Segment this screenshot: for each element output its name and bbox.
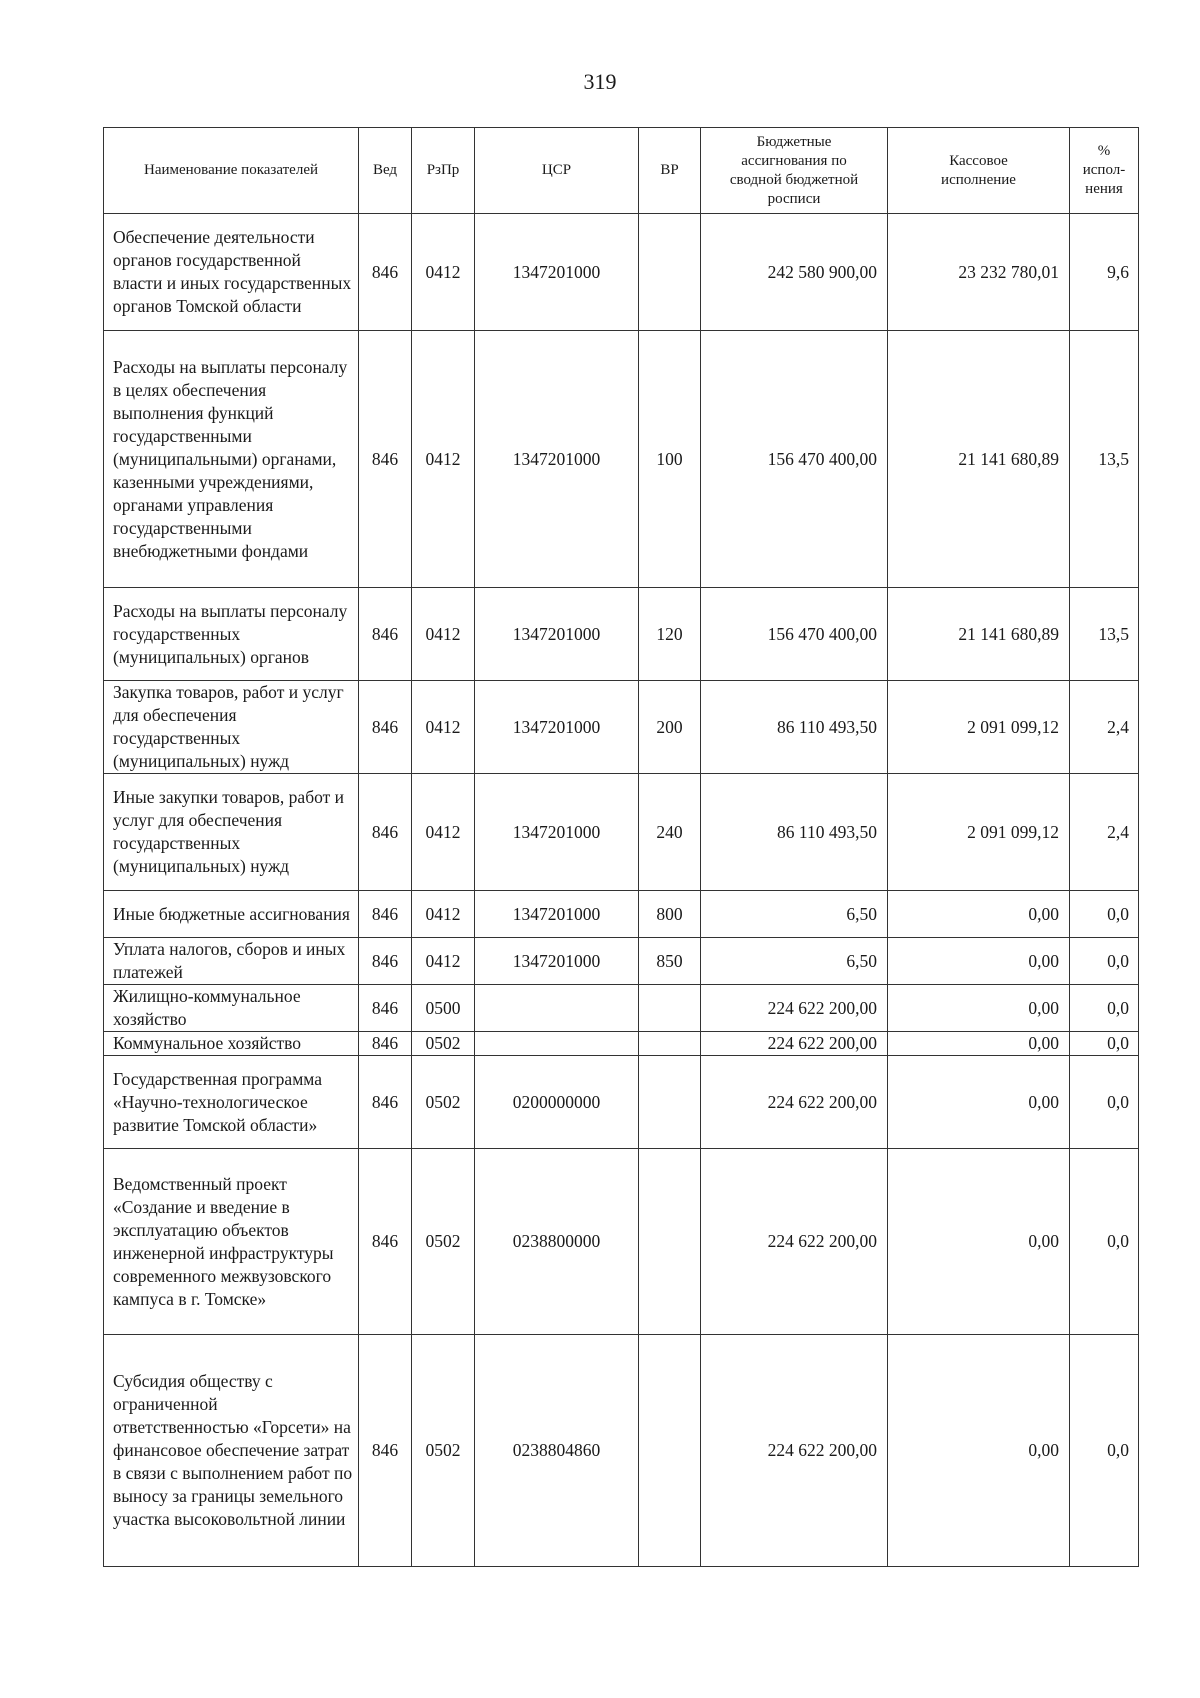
cell-rzpr: 0412: [412, 214, 475, 331]
cell-vr: [639, 1056, 701, 1149]
cell-name: Обеспечение деятельности органов государственной власти и иных государственных органов Томской области: [104, 214, 359, 331]
cell-name: Расходы на выплаты персоналу в целях обеспечения выполнения функций государственными (муниципальными) органами, казенными учреждениями, органами управления государственными внебюджетными фондами: [104, 331, 359, 588]
cell-rzpr: 0502: [412, 1335, 475, 1567]
table-row: [104, 331, 1139, 588]
cell-ved: 846: [359, 774, 412, 891]
table-row: [104, 985, 1139, 1032]
cell-rzpr: 0412: [412, 891, 475, 938]
table-row: [104, 1032, 1139, 1056]
cell-cash: 2 091 099,12: [888, 774, 1070, 891]
header-ved: Вед: [359, 128, 412, 214]
cell-rzpr: 0412: [412, 588, 475, 681]
cell-percent: 0,0: [1070, 938, 1139, 985]
table-row: [104, 214, 1139, 331]
cell-rzpr: 0412: [412, 331, 475, 588]
table-row: [104, 774, 1139, 891]
table-row: [104, 1056, 1139, 1149]
cell-vr: 200: [639, 681, 701, 774]
table-header: [104, 128, 1139, 214]
cell-csr: 1347201000: [475, 774, 639, 891]
cell-name: Жилищно-коммунальное хозяйство: [104, 985, 359, 1032]
cell-budget: 86 110 493,50: [701, 774, 888, 891]
cell-name: Ведомственный проект «Создание и введение в эксплуатацию объектов инженерной инфраструктуры современного межвузовского кампуса в г. Томске»: [104, 1149, 359, 1335]
header-csr: ЦСР: [475, 128, 639, 214]
table-row: [104, 681, 1139, 774]
cell-budget: 242 580 900,00: [701, 214, 888, 331]
cell-name: Уплата налогов, сборов и иных платежей: [104, 938, 359, 985]
table-row: [104, 588, 1139, 681]
cell-csr: 0200000000: [475, 1056, 639, 1149]
cell-cash: 0,00: [888, 1149, 1070, 1335]
cell-vr: [639, 1032, 701, 1056]
cell-cash: 23 232 780,01: [888, 214, 1070, 331]
cell-percent: 13,5: [1070, 331, 1139, 588]
cell-ved: 846: [359, 1335, 412, 1567]
cell-vr: 850: [639, 938, 701, 985]
cell-csr: 1347201000: [475, 214, 639, 331]
cell-vr: [639, 214, 701, 331]
cell-budget: 224 622 200,00: [701, 1056, 888, 1149]
cell-percent: 2,4: [1070, 681, 1139, 774]
table-row: [104, 891, 1139, 938]
cell-vr: 800: [639, 891, 701, 938]
cell-name: Субсидия обществу с ограниченной ответственностью «Горсети» на финансовое обеспечение затрат в связи с выполнением работ по выносу за границы земельного участка высоковольтной линии: [104, 1335, 359, 1567]
header-vr: ВР: [639, 128, 701, 214]
cell-ved: 846: [359, 588, 412, 681]
cell-budget: 224 622 200,00: [701, 985, 888, 1032]
cell-percent: 0,0: [1070, 1056, 1139, 1149]
cell-percent: 13,5: [1070, 588, 1139, 681]
cell-ved: 846: [359, 985, 412, 1032]
cell-ved: 846: [359, 681, 412, 774]
cell-csr: [475, 1032, 639, 1056]
cell-csr: 0238804860: [475, 1335, 639, 1567]
cell-rzpr: 0500: [412, 985, 475, 1032]
cell-budget: 86 110 493,50: [701, 681, 888, 774]
cell-vr: [639, 1335, 701, 1567]
cell-rzpr: 0502: [412, 1056, 475, 1149]
header-rzpr: РзПр: [412, 128, 475, 214]
cell-csr: 1347201000: [475, 331, 639, 588]
table-row: [104, 1335, 1139, 1567]
cell-cash: 2 091 099,12: [888, 681, 1070, 774]
cell-budget: 156 470 400,00: [701, 588, 888, 681]
cell-ved: 846: [359, 1032, 412, 1056]
cell-cash: 0,00: [888, 938, 1070, 985]
cell-ved: 846: [359, 1056, 412, 1149]
cell-name: Расходы на выплаты персоналу государственных (муниципальных) органов: [104, 588, 359, 681]
budget-execution-table: [103, 127, 1139, 1567]
table-row: [104, 938, 1139, 985]
page-number: 319: [583, 69, 617, 94]
cell-percent: 2,4: [1070, 774, 1139, 891]
header-percent: % испол-нения: [1070, 128, 1139, 214]
cell-budget: 156 470 400,00: [701, 331, 888, 588]
cell-csr: [475, 985, 639, 1032]
cell-vr: [639, 985, 701, 1032]
cell-percent: 0,0: [1070, 1335, 1139, 1567]
cell-budget: 224 622 200,00: [701, 1149, 888, 1335]
cell-name: Иные бюджетные ассигнования: [104, 891, 359, 938]
cell-percent: 0,0: [1070, 1149, 1139, 1335]
cell-vr: 120: [639, 588, 701, 681]
table-row: [104, 1149, 1139, 1335]
cell-cash: 0,00: [888, 1032, 1070, 1056]
header-row: [104, 128, 1139, 214]
cell-ved: 846: [359, 331, 412, 588]
cell-cash: 0,00: [888, 985, 1070, 1032]
cell-percent: 0,0: [1070, 985, 1139, 1032]
cell-rzpr: 0502: [412, 1032, 475, 1056]
table-body: [104, 214, 1139, 1567]
cell-percent: 9,6: [1070, 214, 1139, 331]
cell-percent: 0,0: [1070, 891, 1139, 938]
cell-vr: 240: [639, 774, 701, 891]
cell-cash: 0,00: [888, 891, 1070, 938]
cell-cash: 0,00: [888, 1056, 1070, 1149]
cell-cash: 21 141 680,89: [888, 588, 1070, 681]
cell-rzpr: 0412: [412, 774, 475, 891]
cell-cash: 0,00: [888, 1335, 1070, 1567]
cell-name: Иные закупки товаров, работ и услуг для обеспечения государственных (муниципальных) нужд: [104, 774, 359, 891]
cell-csr: 1347201000: [475, 938, 639, 985]
cell-name: Государственная программа «Научно-технологическое развитие Томской области»: [104, 1056, 359, 1149]
cell-budget: 224 622 200,00: [701, 1032, 888, 1056]
cell-ved: 846: [359, 214, 412, 331]
header-budget: Бюджетные ассигнования по сводной бюджетной росписи: [701, 128, 888, 214]
cell-ved: 846: [359, 938, 412, 985]
cell-rzpr: 0502: [412, 1149, 475, 1335]
cell-vr: [639, 1149, 701, 1335]
cell-csr: 1347201000: [475, 588, 639, 681]
cell-budget: 6,50: [701, 891, 888, 938]
cell-vr: 100: [639, 331, 701, 588]
cell-csr: 1347201000: [475, 891, 639, 938]
cell-ved: 846: [359, 891, 412, 938]
cell-budget: 224 622 200,00: [701, 1335, 888, 1567]
header-cash: Кассовое исполнение: [888, 128, 1070, 214]
cell-percent: 0,0: [1070, 1032, 1139, 1056]
cell-name: Закупка товаров, работ и услуг для обеспечения государственных (муниципальных) нужд: [104, 681, 359, 774]
cell-rzpr: 0412: [412, 681, 475, 774]
cell-rzpr: 0412: [412, 938, 475, 985]
cell-csr: 0238800000: [475, 1149, 639, 1335]
cell-ved: 846: [359, 1149, 412, 1335]
cell-csr: 1347201000: [475, 681, 639, 774]
cell-budget: 6,50: [701, 938, 888, 985]
header-name: Наименование показателей: [104, 128, 359, 214]
cell-cash: 21 141 680,89: [888, 331, 1070, 588]
cell-name: Коммунальное хозяйство: [104, 1032, 359, 1056]
